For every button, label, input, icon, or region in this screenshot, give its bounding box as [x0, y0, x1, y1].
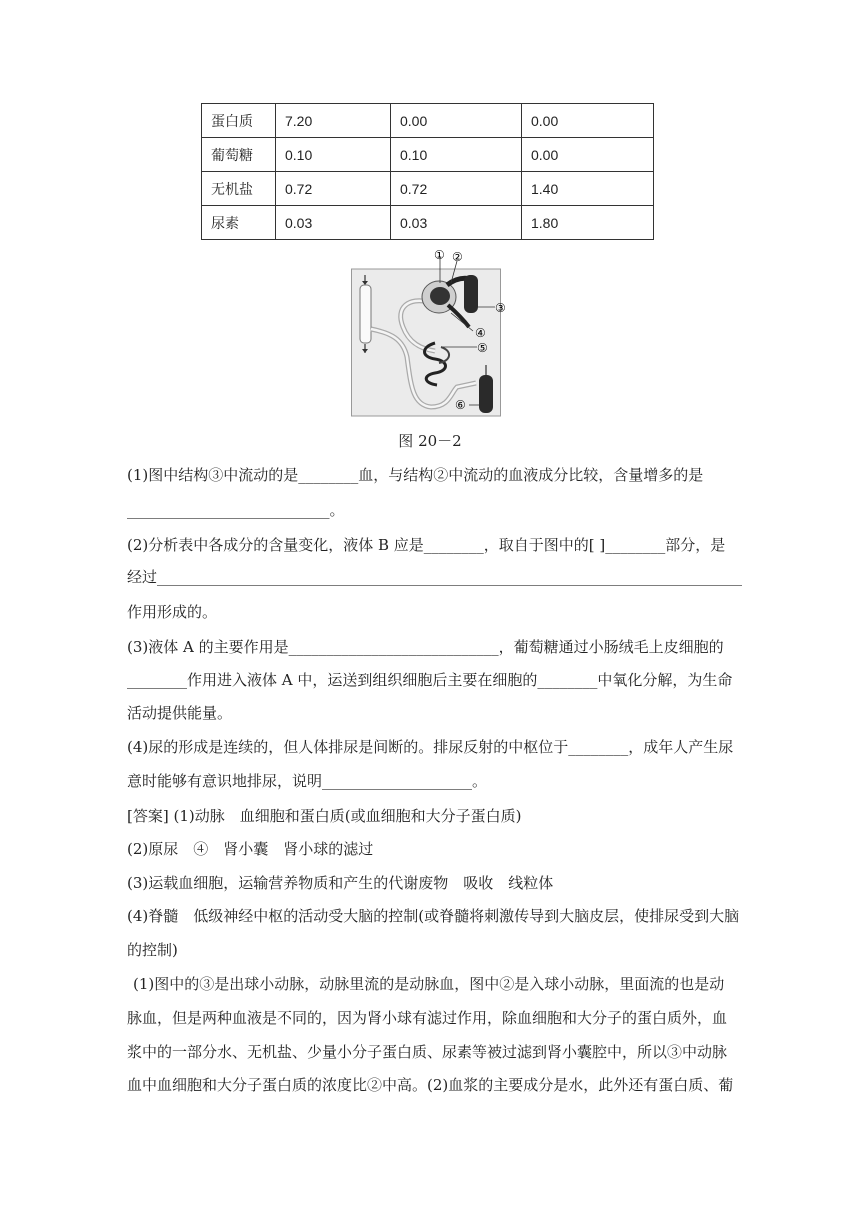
- figure-label-2: ②: [452, 250, 463, 264]
- table-row: [202, 104, 654, 138]
- table-cell: 0.00: [522, 104, 654, 138]
- table-cell: 葡萄糖: [202, 138, 276, 172]
- table-cell: 0.10: [391, 138, 522, 172]
- table-cell: 7.20: [276, 104, 391, 138]
- question-line: (3)液体 A 的主要作用是____________________________，葡萄糖通过小肠绒毛上皮细胞的: [127, 638, 724, 656]
- table-row: [202, 172, 654, 206]
- table-row: [202, 206, 654, 240]
- answer-line: (4)脊髓 低级神经中枢的活动受大脑的控制(或脊髓将刺激传导到大脑皮层，使排尿受到大脑: [127, 907, 740, 925]
- question-line: 意时能够有意识地排尿，说明____________________。: [127, 772, 488, 790]
- question-line: 活动提供能量。: [127, 704, 233, 722]
- explanation-line: (1)图中的③是出球小动脉，动脉里流的是动脉血，图中②是入球小动脉，里面流的也是动: [133, 975, 725, 993]
- question-line: (2)分析表中各成分的含量变化，液体 B 应是________，取自于图中的[ ]________部分，是: [127, 536, 726, 554]
- figure-label-4: ④: [475, 326, 486, 340]
- answer-line: (2)原尿 ④ 肾小囊 肾小球的滤过: [127, 840, 374, 858]
- table-cell: 尿素: [202, 206, 276, 240]
- answer-line: 的控制): [127, 941, 178, 959]
- table-cell: 0.72: [276, 172, 391, 206]
- question-line: 经过______________________________________________________________________________: [127, 568, 743, 586]
- table-cell: 蛋白质: [202, 104, 276, 138]
- table-cell: 1.40: [522, 172, 654, 206]
- figure-label-6: ⑥: [455, 398, 466, 412]
- explanation-line: 浆中的一部分水、无机盐、少量小分子蛋白质、尿素等被过滤到肾小囊腔中，所以③中动脉: [127, 1043, 728, 1061]
- figure-label-5: ⑤: [477, 341, 488, 355]
- table-cell: 0.00: [522, 138, 654, 172]
- table-cell: 0.03: [391, 206, 522, 240]
- table-cell: 1.80: [522, 206, 654, 240]
- table-cell: 0.72: [391, 172, 522, 206]
- data-table: [201, 103, 654, 240]
- answer-line: [答案] (1)动脉 血细胞和蛋白质(或血细胞和大分子蛋白质): [127, 807, 522, 825]
- question-line: ________作用进入液体 A 中，运送到组织细胞后主要在细胞的________中氧化分解，为生命: [127, 671, 733, 689]
- table-cell: 0.00: [391, 104, 522, 138]
- explanation-line: 血中血细胞和大分子蛋白质的浓度比②中高。(2)血浆的主要成分是水，此外还有蛋白质、葡: [127, 1076, 734, 1094]
- question-line: 作用形成的。: [127, 603, 218, 621]
- figure-label-3: ③: [495, 301, 506, 315]
- table-cell: 0.10: [276, 138, 391, 172]
- table-row: [202, 138, 654, 172]
- answer-line: (3)运载血细胞，运输营养物质和产生的代谢废物 吸收 线粒体: [127, 874, 554, 892]
- figure-label-1: ①: [434, 248, 445, 262]
- figure-caption: 图 20－2: [398, 432, 462, 450]
- nephron-diagram: [351, 247, 526, 417]
- question-line: (4)尿的形成是连续的，但人体排尿是间断的。排尿反射的中枢位于________，成年人产生尿: [127, 738, 734, 756]
- question-line: ___________________________。: [127, 501, 345, 519]
- table-cell: 0.03: [276, 206, 391, 240]
- table-cell: 无机盐: [202, 172, 276, 206]
- explanation-line: 脉血，但是两种血液是不同的，因为肾小球有滤过作用，除血细胞和大分子的蛋白质外，血: [127, 1009, 728, 1027]
- question-line: (1)图中结构③中流动的是________血，与结构②中流动的血液成分比较，含量增多的是: [127, 466, 704, 484]
